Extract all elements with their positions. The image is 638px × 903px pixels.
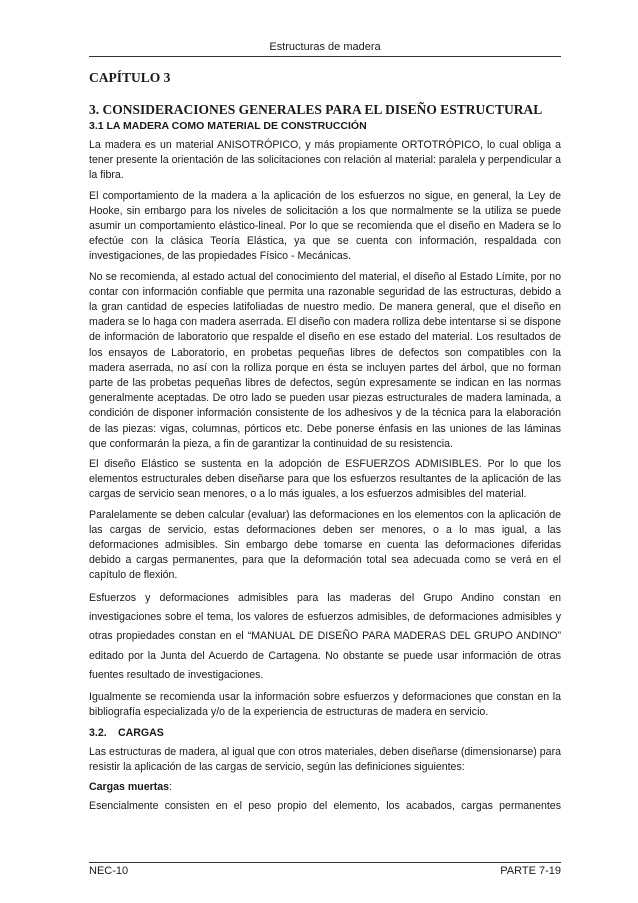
paragraph-cargas-muertas: Esencialmente consisten en el peso propio del elemento, los acabados, cargas permanentes bbox=[89, 799, 561, 812]
header-rule bbox=[89, 56, 561, 57]
page-content bbox=[89, 70, 561, 819]
subsection-cargas-title: CARGAS bbox=[117, 726, 164, 739]
running-header: Estructuras de madera bbox=[269, 41, 381, 53]
footer-page-number: PARTE 7-19 bbox=[500, 865, 561, 877]
footer-rule bbox=[89, 862, 561, 863]
cargas-muertas-heading bbox=[89, 780, 561, 795]
section-title: 3. CONSIDERACIONES GENERALES PARA EL DISEÑO ESTRUCTURAL bbox=[89, 102, 543, 117]
chapter-title: CAPÍTULO 3 bbox=[89, 70, 171, 85]
cargas-muertas-label: Cargas muertas bbox=[89, 780, 170, 793]
paragraph-deformations: Paralelamente se deben calcular (evaluar) las deformaciones en los elementos con la aplicación de las cargas de servicio, estas deformaciones deben ser menores, o a lo mas igual, a las deformaciones admisibles. Sin embargo debe tomarse en cuenta las deformaciones diferidas debido a cargas permanentes, para que la deformación total sea adecuada como se verá en el capítulo de flexión. bbox=[89, 508, 561, 582]
cargas-muertas-colon: : bbox=[169, 780, 173, 793]
paragraph-elastic-design: El diseño Elástico se sustenta en la adopción de ESFUERZOS ADMISIBLES. Por lo que los elementos estructurales deben diseñarse para que los esfuerzos resultantes de la aplicación de las cargas de servicio sean menores, o a lo más iguales, a los esfuerzos admisibles del material. bbox=[89, 458, 561, 501]
footer-code: NEC-10 bbox=[89, 865, 129, 877]
paragraph-limit-state: No se recomienda, al estado actual del conocimiento del material, el diseño al Estado Límite, por no contar con información confiable que permita una razonable seguridad de las estructuras, debido a la gran cantidad de especies latifoliadas de nuestro medio. De manera general, que el diseño en madera se lo haga con madera aserrada. El diseño con madera rolliza debe intentarse si se dispone de información de laboratorio que respalde el diseño en ese estado del material. Los resultados de los ensayos de Laboratorio, en probetas pequeñas libres de defectos son compatibles con la madera aserrada, no así con la rolliza porque en ésta se incluyen partes del árbol, que no forman parte de las probetas pequeñas libres de defectos, según expresamente se indican en las normas generalmente aceptadas. De otro lado se pueden usar piezas estructurales de madera laminada, a condición de disponer información consistente de los adhesivos y de la técnica para la elaboración de las piezas: vigas, columnas, pórticos etc. Debe ponerse énfasis en las uniones de las láminas que conformarán la pieza, a fin de garantizar la continuidad de su resistencia. bbox=[89, 270, 561, 450]
subsection-cargas-number: 3.2. bbox=[89, 726, 107, 739]
paragraph-bibliography: Igualmente se recomienda usar la información sobre esfuerzos y deformaciones que constan en la bibliografía especializada y/o de la experiencia de estructuras de madera en servicio. bbox=[89, 691, 561, 719]
paragraph-anisotropy: La madera es un material ANISOTRÓPICO, y más propiamente ORTOTRÓPICO, lo cual obliga a tener presente la orientación de las solicitaciones con relación al material: paralela y perpendicular a la fibra. bbox=[89, 139, 561, 182]
page-footer bbox=[89, 865, 561, 878]
subsection-title: 3.1 LA MADERA COMO MATERIAL DE CONSTRUCCIÓN bbox=[89, 120, 367, 132]
paragraph-andean-group: Esfuerzos y deformaciones admisibles para las maderas del Grupo Andino constan en investigaciones sobre el tema, los valores de esfuerzos admisibles, de deformaciones admisibles y otras propiedades constan en el “MANUAL DE DISEÑO PARA MADERAS DEL GRUPO ANDINO” editado por la Junta del Acuerdo de Cartagena. No obstante se puede usar información de otras fuentes resultado de investigaciones. bbox=[89, 591, 561, 681]
subsection-cargas-heading bbox=[89, 726, 561, 741]
paragraph-cargas-intro: Las estructuras de madera, al igual que con otros materiales, deben diseñarse (dimensionarse) para resistir la aplicación de las cargas de servicio, según las definiciones siguientes: bbox=[89, 745, 561, 773]
paragraph-hooke: El comportamiento de la madera a la aplicación de los esfuerzos no sigue, en general, la Ley de Hooke, sin embargo para los niveles de solicitación a los que normalmente se la utiliza se puede asumir un comportamiento elástico-lineal. Por lo que se recomienda que el diseño en Madera se lo efectúe con la clásica Teoría Elástica, ya que se cuenta con información, respaldada con investigaciones, de las propiedades Físico - Mecánicas. bbox=[89, 189, 561, 263]
